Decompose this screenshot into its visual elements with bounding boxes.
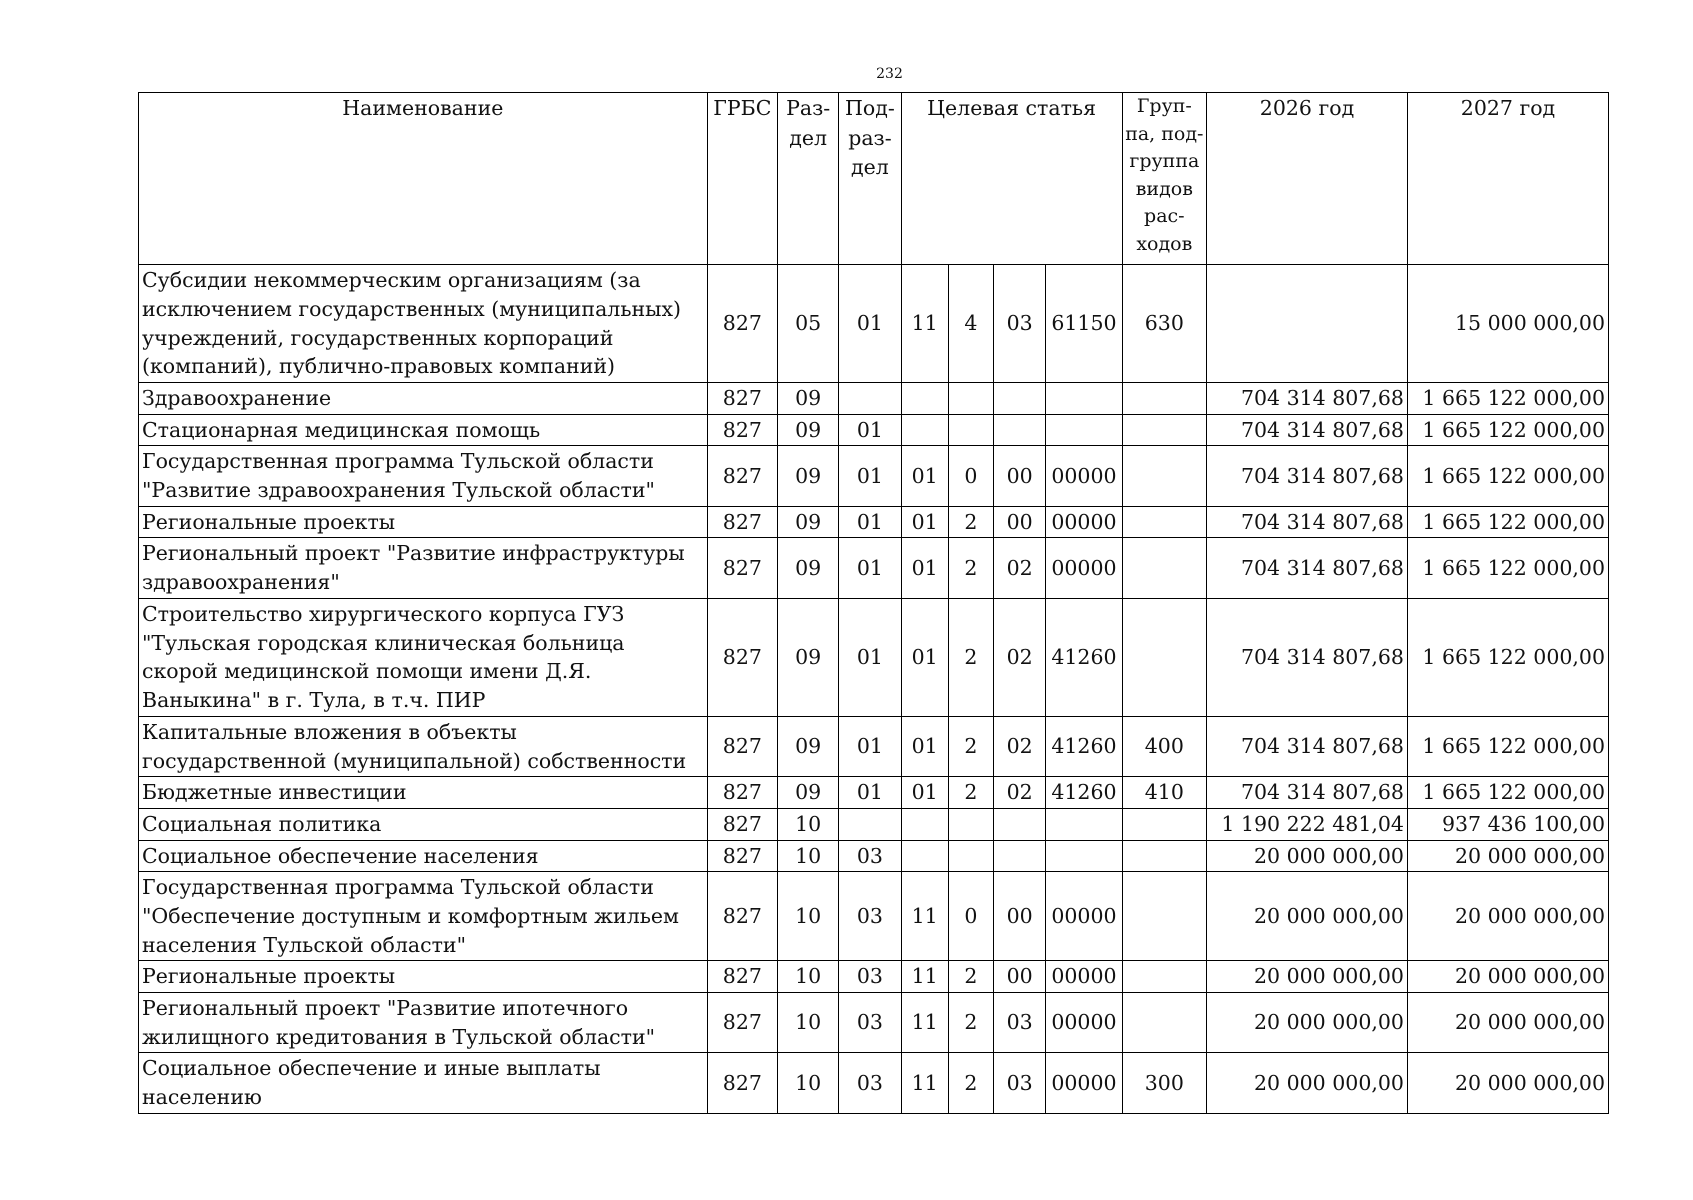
table-body — [139, 265, 1609, 1114]
cell-podrazdel: 03 — [839, 872, 901, 961]
cell-amount-2027: 1 665 122 000,00 — [1407, 777, 1608, 809]
cell-celevaya-type: 2 — [948, 1053, 993, 1113]
cell-name: Социальное обеспечение и иные выплаты населению — [139, 1053, 708, 1113]
cell-celevaya-subprogram — [994, 414, 1046, 446]
cell-amount-2026: 20 000 000,00 — [1207, 840, 1408, 872]
cell-celevaya-program: 01 — [901, 538, 948, 598]
cell-amount-2026: 20 000 000,00 — [1207, 872, 1408, 961]
cell-celevaya-type: 0 — [948, 446, 993, 506]
cell-grbs: 827 — [707, 265, 777, 383]
cell-name: Здравоохранение — [139, 383, 708, 415]
cell-celevaya-subprogram — [994, 808, 1046, 840]
header-name: Наименование — [139, 93, 708, 265]
cell-vid-rashodov — [1122, 598, 1206, 716]
cell-celevaya-program: 01 — [901, 598, 948, 716]
cell-celevaya-program — [901, 808, 948, 840]
cell-podrazdel: 01 — [839, 265, 901, 383]
cell-name: Капитальные вложения в объекты государственной (муниципальной) собственности — [139, 716, 708, 776]
cell-celevaya-program: 11 — [901, 961, 948, 993]
cell-razdel: 10 — [778, 961, 839, 993]
cell-podrazdel — [839, 808, 901, 840]
cell-celevaya-subprogram: 00 — [994, 872, 1046, 961]
table-row — [139, 840, 1609, 872]
table-row — [139, 538, 1609, 598]
cell-amount-2026: 704 314 807,68 — [1207, 383, 1408, 415]
cell-celevaya-type — [948, 840, 993, 872]
page-number: 232 — [876, 66, 903, 82]
cell-celevaya-type — [948, 414, 993, 446]
cell-podrazdel: 01 — [839, 538, 901, 598]
cell-celevaya-program: 11 — [901, 1053, 948, 1113]
cell-celevaya-program: 01 — [901, 777, 948, 809]
cell-podrazdel: 01 — [839, 414, 901, 446]
cell-amount-2027: 1 665 122 000,00 — [1407, 414, 1608, 446]
cell-amount-2026: 704 314 807,68 — [1207, 716, 1408, 776]
cell-celevaya-program: 01 — [901, 506, 948, 538]
table-row — [139, 1053, 1609, 1113]
cell-name: Региональные проекты — [139, 506, 708, 538]
cell-razdel: 10 — [778, 993, 839, 1053]
cell-amount-2027: 20 000 000,00 — [1407, 872, 1608, 961]
cell-amount-2027: 20 000 000,00 — [1407, 840, 1608, 872]
cell-vid-rashodov: 410 — [1122, 777, 1206, 809]
cell-grbs: 827 — [707, 506, 777, 538]
cell-name: Стационарная медицинская помощь — [139, 414, 708, 446]
cell-amount-2026: 20 000 000,00 — [1207, 993, 1408, 1053]
cell-razdel: 10 — [778, 808, 839, 840]
table-header-row — [139, 93, 1609, 265]
cell-celevaya-subprogram: 02 — [994, 716, 1046, 776]
cell-name: Субсидии некоммерческим организациям (за исключением государственных (муниципальных) учреждений, государственных корпораций (компаний), публично-правовых компаний) — [139, 265, 708, 383]
cell-razdel: 09 — [778, 777, 839, 809]
cell-grbs: 827 — [707, 872, 777, 961]
budget-table — [138, 92, 1609, 1114]
cell-celevaya-subprogram — [994, 840, 1046, 872]
cell-celevaya-direction — [1046, 414, 1122, 446]
cell-name: Региональные проекты — [139, 961, 708, 993]
cell-podrazdel — [839, 383, 901, 415]
cell-grbs: 827 — [707, 414, 777, 446]
cell-celevaya-program: 01 — [901, 716, 948, 776]
cell-celevaya-subprogram: 02 — [994, 777, 1046, 809]
table-row — [139, 265, 1609, 383]
cell-celevaya-type: 2 — [948, 538, 993, 598]
cell-celevaya-subprogram: 02 — [994, 598, 1046, 716]
cell-vid-rashodov — [1122, 840, 1206, 872]
table-row — [139, 598, 1609, 716]
cell-celevaya-direction: 00000 — [1046, 538, 1122, 598]
cell-celevaya-subprogram: 00 — [994, 446, 1046, 506]
cell-amount-2026: 1 190 222 481,04 — [1207, 808, 1408, 840]
cell-amount-2027: 1 665 122 000,00 — [1407, 446, 1608, 506]
cell-amount-2026: 20 000 000,00 — [1207, 961, 1408, 993]
table-row — [139, 993, 1609, 1053]
cell-podrazdel: 01 — [839, 777, 901, 809]
cell-amount-2027: 1 665 122 000,00 — [1407, 383, 1608, 415]
cell-grbs: 827 — [707, 808, 777, 840]
cell-celevaya-direction: 00000 — [1046, 961, 1122, 993]
cell-celevaya-type: 2 — [948, 961, 993, 993]
cell-name: Региональный проект "Развитие инфраструктуры здравоохранения" — [139, 538, 708, 598]
header-grbs: ГРБС — [707, 93, 777, 265]
table-row — [139, 446, 1609, 506]
cell-amount-2026: 704 314 807,68 — [1207, 506, 1408, 538]
cell-podrazdel: 01 — [839, 506, 901, 538]
cell-razdel: 09 — [778, 598, 839, 716]
cell-name: Региональный проект "Развитие ипотечного жилищного кредитования в Тульской области" — [139, 993, 708, 1053]
cell-vid-rashodov — [1122, 383, 1206, 415]
cell-celevaya-type: 2 — [948, 993, 993, 1053]
cell-amount-2027: 20 000 000,00 — [1407, 993, 1608, 1053]
cell-celevaya-type: 2 — [948, 506, 993, 538]
cell-razdel: 09 — [778, 506, 839, 538]
cell-amount-2027: 20 000 000,00 — [1407, 961, 1608, 993]
cell-grbs: 827 — [707, 446, 777, 506]
cell-celevaya-program: 11 — [901, 872, 948, 961]
cell-celevaya-type: 2 — [948, 716, 993, 776]
cell-celevaya-subprogram: 03 — [994, 1053, 1046, 1113]
header-celevaya-statya: Целевая статья — [901, 93, 1122, 265]
header-razdel: Раз- дел — [778, 93, 839, 265]
cell-celevaya-direction — [1046, 840, 1122, 872]
cell-amount-2027: 1 665 122 000,00 — [1407, 506, 1608, 538]
cell-celevaya-direction: 00000 — [1046, 506, 1122, 538]
cell-celevaya-direction — [1046, 383, 1122, 415]
cell-vid-rashodov — [1122, 993, 1206, 1053]
table-row — [139, 872, 1609, 961]
cell-name: Социальная политика — [139, 808, 708, 840]
cell-grbs: 827 — [707, 1053, 777, 1113]
cell-celevaya-program — [901, 414, 948, 446]
cell-podrazdel: 03 — [839, 993, 901, 1053]
cell-celevaya-direction: 41260 — [1046, 716, 1122, 776]
cell-celevaya-direction — [1046, 808, 1122, 840]
cell-vid-rashodov: 300 — [1122, 1053, 1206, 1113]
cell-razdel: 09 — [778, 383, 839, 415]
cell-celevaya-program — [901, 383, 948, 415]
cell-name: Государственная программа Тульской области "Развитие здравоохранения Тульской области" — [139, 446, 708, 506]
cell-vid-rashodov — [1122, 414, 1206, 446]
cell-amount-2026: 704 314 807,68 — [1207, 538, 1408, 598]
cell-name: Государственная программа Тульской области "Обеспечение доступным и комфортным жильем населения Тульской области" — [139, 872, 708, 961]
cell-amount-2027: 1 665 122 000,00 — [1407, 716, 1608, 776]
cell-vid-rashodov — [1122, 808, 1206, 840]
cell-podrazdel: 03 — [839, 1053, 901, 1113]
cell-celevaya-direction: 41260 — [1046, 598, 1122, 716]
cell-vid-rashodov — [1122, 446, 1206, 506]
cell-podrazdel: 03 — [839, 840, 901, 872]
cell-name: Социальное обеспечение населения — [139, 840, 708, 872]
table-row — [139, 961, 1609, 993]
cell-amount-2027: 15 000 000,00 — [1407, 265, 1608, 383]
cell-vid-rashodov: 630 — [1122, 265, 1206, 383]
cell-razdel: 10 — [778, 840, 839, 872]
cell-grbs: 827 — [707, 598, 777, 716]
cell-celevaya-direction: 41260 — [1046, 777, 1122, 809]
cell-celevaya-direction: 00000 — [1046, 872, 1122, 961]
cell-celevaya-type: 2 — [948, 598, 993, 716]
cell-podrazdel: 01 — [839, 716, 901, 776]
cell-name: Строительство хирургического корпуса ГУЗ "Тульская городская клиническая больница скорой медицинской помощи имени Д.Я. Ваныкина" в г. Тула, в т.ч. ПИР — [139, 598, 708, 716]
cell-grbs: 827 — [707, 716, 777, 776]
cell-grbs: 827 — [707, 383, 777, 415]
cell-celevaya-type: 0 — [948, 872, 993, 961]
cell-razdel: 05 — [778, 265, 839, 383]
cell-grbs: 827 — [707, 840, 777, 872]
cell-vid-rashodov — [1122, 961, 1206, 993]
cell-celevaya-type: 2 — [948, 777, 993, 809]
cell-amount-2026: 704 314 807,68 — [1207, 777, 1408, 809]
cell-razdel: 10 — [778, 872, 839, 961]
table-row — [139, 383, 1609, 415]
cell-amount-2026: 704 314 807,68 — [1207, 598, 1408, 716]
table-row — [139, 414, 1609, 446]
cell-razdel: 09 — [778, 414, 839, 446]
header-podrazdel: Под- раз- дел — [839, 93, 901, 265]
table-row — [139, 716, 1609, 776]
cell-amount-2026 — [1207, 265, 1408, 383]
cell-celevaya-subprogram: 02 — [994, 538, 1046, 598]
cell-razdel: 09 — [778, 538, 839, 598]
cell-celevaya-direction: 00000 — [1046, 446, 1122, 506]
cell-grbs: 827 — [707, 961, 777, 993]
cell-grbs: 827 — [707, 538, 777, 598]
cell-celevaya-program: 11 — [901, 265, 948, 383]
cell-podrazdel: 01 — [839, 446, 901, 506]
cell-amount-2027: 937 436 100,00 — [1407, 808, 1608, 840]
cell-grbs: 827 — [707, 777, 777, 809]
header-year-2027: 2027 год — [1407, 93, 1608, 265]
cell-celevaya-program: 11 — [901, 993, 948, 1053]
cell-amount-2026: 704 314 807,68 — [1207, 446, 1408, 506]
cell-vid-rashodov: 400 — [1122, 716, 1206, 776]
cell-celevaya-subprogram — [994, 383, 1046, 415]
cell-celevaya-type — [948, 383, 993, 415]
cell-name: Бюджетные инвестиции — [139, 777, 708, 809]
cell-celevaya-subprogram: 03 — [994, 993, 1046, 1053]
table-row — [139, 777, 1609, 809]
cell-razdel: 09 — [778, 446, 839, 506]
cell-razdel: 09 — [778, 716, 839, 776]
cell-vid-rashodov — [1122, 538, 1206, 598]
cell-amount-2026: 704 314 807,68 — [1207, 414, 1408, 446]
cell-celevaya-program — [901, 840, 948, 872]
cell-celevaya-type — [948, 808, 993, 840]
cell-podrazdel: 01 — [839, 598, 901, 716]
cell-vid-rashodov — [1122, 506, 1206, 538]
table-row — [139, 506, 1609, 538]
cell-amount-2026: 20 000 000,00 — [1207, 1053, 1408, 1113]
cell-amount-2027: 20 000 000,00 — [1407, 1053, 1608, 1113]
cell-podrazdel: 03 — [839, 961, 901, 993]
cell-celevaya-direction: 61150 — [1046, 265, 1122, 383]
cell-celevaya-type: 4 — [948, 265, 993, 383]
cell-razdel: 10 — [778, 1053, 839, 1113]
cell-amount-2027: 1 665 122 000,00 — [1407, 598, 1608, 716]
cell-celevaya-direction: 00000 — [1046, 993, 1122, 1053]
cell-celevaya-subprogram: 00 — [994, 961, 1046, 993]
cell-celevaya-program: 01 — [901, 446, 948, 506]
header-year-2026: 2026 год — [1207, 93, 1408, 265]
cell-vid-rashodov — [1122, 872, 1206, 961]
cell-celevaya-direction: 00000 — [1046, 1053, 1122, 1113]
header-gruppa-vidov-rashodov: Груп- па, под- группа видов рас- ходов — [1122, 93, 1206, 265]
table-row — [139, 808, 1609, 840]
cell-celevaya-subprogram: 03 — [994, 265, 1046, 383]
cell-amount-2027: 1 665 122 000,00 — [1407, 538, 1608, 598]
cell-celevaya-subprogram: 00 — [994, 506, 1046, 538]
cell-grbs: 827 — [707, 993, 777, 1053]
